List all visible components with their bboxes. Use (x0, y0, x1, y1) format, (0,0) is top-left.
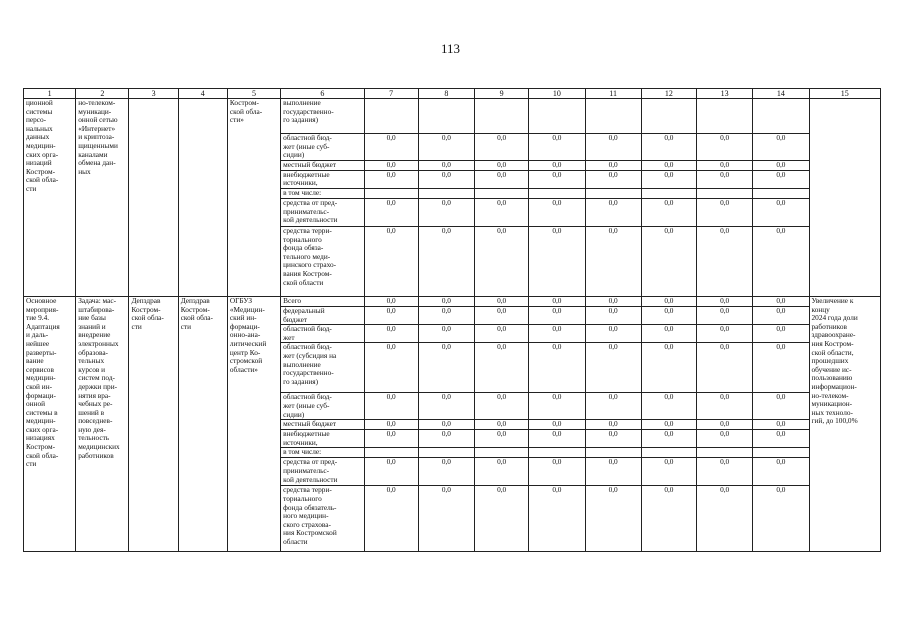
value-cell: 0,0 (418, 160, 474, 170)
value-cell: 0,0 (529, 393, 585, 420)
value-cell: 0,0 (641, 393, 696, 420)
funding-source-cell: областной бюд- жет (субсидия на выполнение государственно- го задания) (281, 343, 364, 393)
column-number: 10 (529, 89, 585, 99)
value-cell: 0,0 (418, 430, 474, 448)
value-cell (585, 448, 641, 458)
value-cell: 0,0 (418, 198, 474, 226)
value-cell: 0,0 (585, 486, 641, 552)
value-cell: 0,0 (753, 134, 809, 161)
value-cell (364, 448, 418, 458)
column-number: 13 (697, 89, 753, 99)
value-cell: 0,0 (475, 458, 529, 486)
value-cell: 0,0 (753, 325, 809, 343)
value-cell: 0,0 (585, 420, 641, 430)
value-cell: 0,0 (364, 343, 418, 393)
funding-source-cell: средства терри- ториального фонда обязатель- ного медицин- ского страхова- ния Костромской области (281, 486, 364, 552)
value-cell: 0,0 (418, 486, 474, 552)
value-cell (753, 448, 809, 458)
value-cell (641, 188, 696, 198)
column-number: 8 (418, 89, 474, 99)
value-cell: 0,0 (475, 170, 529, 188)
value-cell: 0,0 (697, 306, 753, 324)
value-cell: 0,0 (364, 306, 418, 324)
value-cell: 0,0 (641, 134, 696, 161)
value-cell: 0,0 (753, 160, 809, 170)
value-cell: 0,0 (753, 198, 809, 226)
funding-source-cell: средства от пред- принимательс- кой деятельности (281, 458, 364, 486)
value-cell: 0,0 (753, 226, 809, 296)
value-cell (529, 188, 585, 198)
value-cell: 0,0 (585, 393, 641, 420)
value-cell: 0,0 (529, 430, 585, 448)
value-cell: 0,0 (697, 430, 753, 448)
funding-source-cell: внебюджетные источники, (281, 430, 364, 448)
value-cell: 0,0 (697, 170, 753, 188)
column-number: 3 (129, 89, 178, 99)
value-cell (753, 188, 809, 198)
value-cell: 0,0 (641, 170, 696, 188)
value-cell: 0,0 (641, 430, 696, 448)
value-cell: 0,0 (475, 306, 529, 324)
column-number: 11 (585, 89, 641, 99)
value-cell: 0,0 (641, 420, 696, 430)
funding-source-cell: местный бюджет (281, 420, 364, 430)
value-cell: 0,0 (641, 226, 696, 296)
value-cell: 0,0 (641, 160, 696, 170)
value-cell: 0,0 (641, 296, 696, 306)
value-cell: 0,0 (585, 160, 641, 170)
value-cell: 0,0 (364, 458, 418, 486)
funding-source-cell: средства терри- ториального фонда обяза- тельного меди- цинского страхо- вания Костром- ской области (281, 226, 364, 296)
value-cell: 0,0 (697, 343, 753, 393)
value-cell: 0,0 (641, 306, 696, 324)
column-number: 12 (641, 89, 696, 99)
value-cell: 0,0 (418, 343, 474, 393)
funding-source-cell: в том числе: (281, 448, 364, 458)
value-cell (585, 99, 641, 134)
value-cell: 0,0 (475, 430, 529, 448)
value-cell (475, 99, 529, 134)
value-cell: 0,0 (697, 393, 753, 420)
value-cell: 0,0 (697, 198, 753, 226)
funding-source-cell: областной бюд- жет (иные суб- сидии) (281, 134, 364, 161)
result-cell (809, 99, 880, 297)
value-cell: 0,0 (529, 134, 585, 161)
value-cell: 0,0 (697, 325, 753, 343)
value-cell: 0,0 (529, 296, 585, 306)
value-cell: 0,0 (529, 198, 585, 226)
value-cell: 0,0 (529, 170, 585, 188)
funding-source-cell: внебюджетные источники, (281, 170, 364, 188)
task-cell: но-телеком- муникаци- онной сетью «Интернет» и криптоза- щищенными каналами обмена дан- ных (76, 99, 129, 297)
value-cell (641, 448, 696, 458)
column-number: 7 (364, 89, 418, 99)
column-number: 6 (281, 89, 364, 99)
value-cell: 0,0 (585, 343, 641, 393)
value-cell: 0,0 (475, 198, 529, 226)
value-cell: 0,0 (697, 296, 753, 306)
value-cell (697, 188, 753, 198)
value-cell: 0,0 (585, 226, 641, 296)
value-cell: 0,0 (529, 420, 585, 430)
value-cell: 0,0 (529, 306, 585, 324)
value-cell: 0,0 (364, 325, 418, 343)
value-cell: 0,0 (364, 486, 418, 552)
value-cell: 0,0 (641, 343, 696, 393)
value-cell (364, 188, 418, 198)
value-cell: 0,0 (364, 170, 418, 188)
value-cell (529, 448, 585, 458)
column-number: 5 (227, 89, 280, 99)
value-cell: 0,0 (418, 170, 474, 188)
value-cell (697, 448, 753, 458)
value-cell (418, 448, 474, 458)
value-cell: 0,0 (418, 393, 474, 420)
funding-source-cell: Всего (281, 296, 364, 306)
coexecutor-cell: Депздрав Костром- ской обла- сти (178, 296, 227, 551)
measure-name-cell: Основное мероприя- тие 9.4. Адаптация и даль- нейшее разверты- вание сервисов медицин- ской ин- формаци- онной системы в медицин- ских орга- низациях Костром- ской обла- сти (24, 296, 76, 551)
value-cell: 0,0 (585, 458, 641, 486)
funding-source-cell: в том числе: (281, 188, 364, 198)
task-cell: Задача: мас- штабирова- ние базы знаний и внедрение электронных образова- тельных курсов и систем под- держки при- нятия вра- чебных ре- шений в повседнев- ную дея- тельность медицинских работников (76, 296, 129, 551)
value-cell: 0,0 (753, 306, 809, 324)
value-cell: 0,0 (585, 170, 641, 188)
value-cell: 0,0 (364, 420, 418, 430)
value-cell: 0,0 (641, 458, 696, 486)
value-cell: 0,0 (753, 430, 809, 448)
value-cell: 0,0 (475, 393, 529, 420)
value-cell: 0,0 (418, 226, 474, 296)
funding-source-cell: местный бюджет (281, 160, 364, 170)
value-cell: 0,0 (475, 160, 529, 170)
value-cell: 0,0 (364, 226, 418, 296)
value-cell: 0,0 (475, 486, 529, 552)
funding-source-cell: средства от пред- принимательс- кой деятельности (281, 198, 364, 226)
column-number: 2 (76, 89, 129, 99)
value-cell: 0,0 (585, 198, 641, 226)
table-row (24, 99, 881, 134)
value-cell: 0,0 (475, 226, 529, 296)
value-cell: 0,0 (585, 306, 641, 324)
value-cell: 0,0 (753, 296, 809, 306)
column-number-row (24, 89, 881, 99)
value-cell (364, 99, 418, 134)
value-cell: 0,0 (697, 134, 753, 161)
value-cell: 0,0 (697, 420, 753, 430)
value-cell (641, 99, 696, 134)
value-cell: 0,0 (697, 458, 753, 486)
value-cell (697, 99, 753, 134)
value-cell: 0,0 (475, 296, 529, 306)
measure-name-cell: ционной системы персо- нальных данных медицин- ских орга- низаций Костром- ской обла- сти (24, 99, 76, 297)
value-cell: 0,0 (418, 134, 474, 161)
value-cell (753, 99, 809, 134)
table-row (24, 296, 881, 306)
value-cell: 0,0 (697, 160, 753, 170)
value-cell: 0,0 (475, 134, 529, 161)
value-cell: 0,0 (585, 296, 641, 306)
value-cell: 0,0 (418, 296, 474, 306)
value-cell: 0,0 (753, 486, 809, 552)
column-number: 1 (24, 89, 76, 99)
value-cell: 0,0 (364, 296, 418, 306)
value-cell: 0,0 (364, 160, 418, 170)
value-cell: 0,0 (364, 134, 418, 161)
column-number: 14 (753, 89, 809, 99)
value-cell: 0,0 (529, 325, 585, 343)
value-cell: 0,0 (529, 343, 585, 393)
funding-source-cell: федеральный бюджет (281, 306, 364, 324)
value-cell: 0,0 (753, 458, 809, 486)
value-cell: 0,0 (418, 306, 474, 324)
value-cell (418, 99, 474, 134)
value-cell: 0,0 (697, 226, 753, 296)
value-cell: 0,0 (529, 458, 585, 486)
participant-cell: ОГБУЗ «Медицин- ский ин- формаци- онно-ана- литический центр Ко- стромской области» (227, 296, 280, 551)
value-cell: 0,0 (753, 170, 809, 188)
value-cell (529, 99, 585, 134)
result-cell: Увеличение к концу 2024 года доли работников здравоохране- ния Костром- ской области, прошедших обучение ис- пользованию информацион- но-телеком- муникацион- ных техноло- гий, до 100,0% (809, 296, 880, 551)
value-cell: 0,0 (753, 393, 809, 420)
responsible-cell: Депздрав Костром- ской обла- сти (129, 296, 178, 551)
participant-cell: Костром- ской обла- сти» (227, 99, 280, 297)
value-cell: 0,0 (529, 160, 585, 170)
value-cell (585, 188, 641, 198)
value-cell: 0,0 (697, 486, 753, 552)
value-cell: 0,0 (364, 430, 418, 448)
value-cell: 0,0 (418, 420, 474, 430)
value-cell (475, 448, 529, 458)
value-cell: 0,0 (364, 198, 418, 226)
value-cell: 0,0 (585, 134, 641, 161)
funding-source-cell: областной бюд- жет (281, 325, 364, 343)
value-cell: 0,0 (585, 325, 641, 343)
value-cell: 0,0 (475, 420, 529, 430)
value-cell: 0,0 (641, 325, 696, 343)
value-cell: 0,0 (641, 486, 696, 552)
value-cell: 0,0 (475, 343, 529, 393)
value-cell: 0,0 (753, 420, 809, 430)
funding-source-cell: областной бюд- жет (иные суб- сидии) (281, 393, 364, 420)
coexecutor-cell (178, 99, 227, 297)
value-cell: 0,0 (753, 343, 809, 393)
value-cell: 0,0 (475, 325, 529, 343)
program-table (23, 88, 881, 552)
funding-source-cell: выполнение государственно- го задания) (281, 99, 364, 134)
responsible-cell (129, 99, 178, 297)
value-cell: 0,0 (529, 226, 585, 296)
value-cell: 0,0 (364, 393, 418, 420)
column-number: 15 (809, 89, 880, 99)
value-cell: 0,0 (585, 430, 641, 448)
page-number: 113 (440, 41, 461, 56)
value-cell (475, 188, 529, 198)
value-cell (418, 188, 474, 198)
value-cell: 0,0 (418, 458, 474, 486)
value-cell: 0,0 (641, 198, 696, 226)
column-number: 9 (475, 89, 529, 99)
column-number: 4 (178, 89, 227, 99)
value-cell: 0,0 (529, 486, 585, 552)
value-cell: 0,0 (418, 325, 474, 343)
